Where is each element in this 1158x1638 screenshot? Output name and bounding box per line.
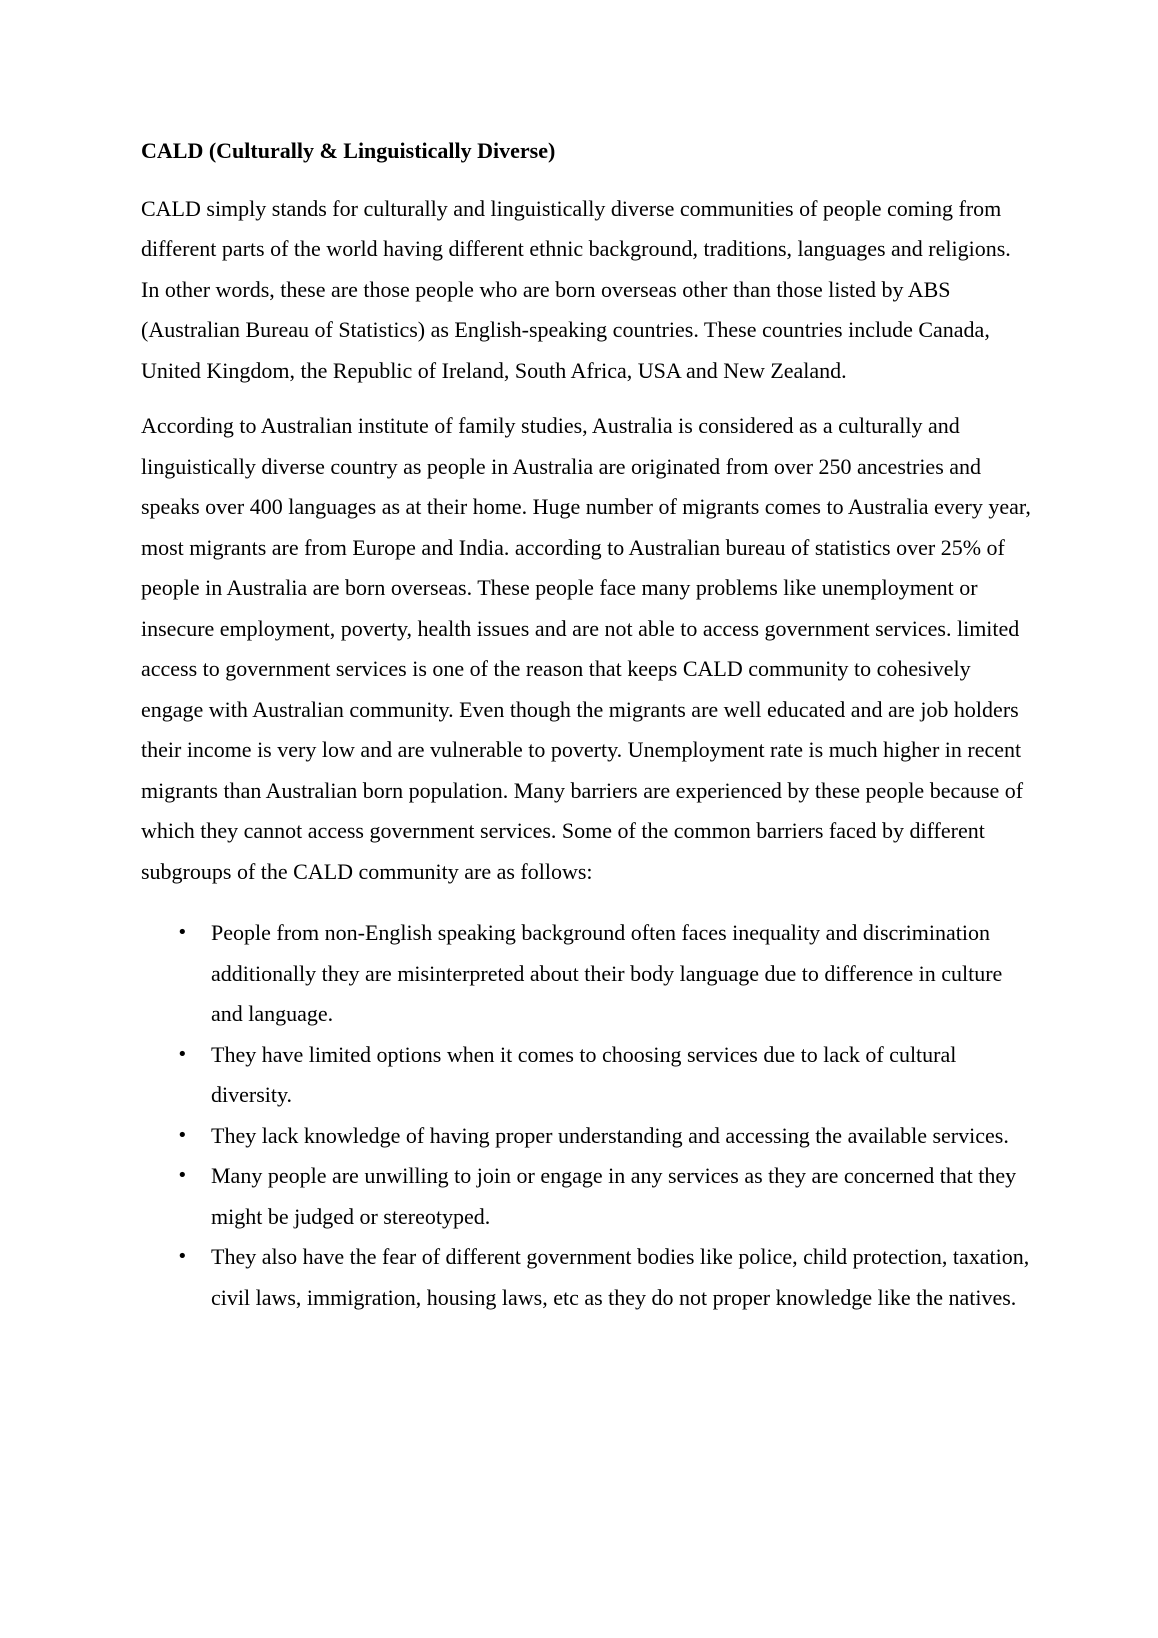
list-item-text: They have limited options when it comes to choosing services due to lack of cultural diversity. — [211, 1041, 957, 1107]
bullet-icon: • — [177, 922, 188, 943]
list-item — [141, 1116, 1031, 1157]
paragraph-cald-definition: CALD simply stands for culturally and linguistically diverse communities of people coming from different parts of the world having different ethnic background, traditions, languages and religions. In other words, these are those people who are born overseas other than those listed by ABS (Australian Bureau of Statistics) as English-speaking countries. These countries include Canada, United Kingdom, the Republic of Ireland, South Africa, USA and New Zealand. — [141, 195, 1011, 383]
list-item-text: Many people are unwilling to join or engage in any services as they are concerned that they might be judged or stereotyped. — [211, 1163, 1017, 1229]
barriers-list — [141, 913, 1031, 1318]
list-item — [141, 1237, 1031, 1318]
list-item — [141, 1035, 1031, 1116]
document-heading: CALD (Culturally & Linguistically Diverse) — [141, 138, 556, 163]
bullet-icon: • — [177, 1043, 188, 1065]
list-item-text: They lack knowledge of having proper understanding and accessing the available services. — [211, 1122, 1009, 1148]
list-item-text: They also have the fear of different government bodies like police, child protection, taxation, civil laws, immigration, housing laws, etc as they do not proper knowledge like the natives. — [211, 1244, 1030, 1310]
bullet-icon: • — [177, 1124, 188, 1146]
list-item — [141, 913, 1031, 1035]
list-item-text: People from non-English speaking background often faces inequality and discrimination additionally they are misinterpreted about their body language due to difference in culture and language. — [211, 920, 1003, 1026]
bullet-icon: • — [177, 1165, 188, 1186]
paragraph-cald-barriers: According to Australian institute of family studies, Australia is considered as a culturally and linguistically diverse country as people in Australia are originated from over 250 ancestries and speaks over 400 languages as at their home. Huge number of migrants comes to Australia every year, most migrants are from Europe and India. according to Australian bureau of statistics over 25% of people in Australia are born overseas. These people face many problems like unemployment or insecure employment, poverty, health issues and are not able to access government services. limited access to government services is one of the reason that keeps CALD community to cohesively engage with Australian community. Even though the migrants are well educated and are job holders their income is very low and are vulnerable to poverty. Unemployment rate is much higher in recent migrants than Australian born population. Many barriers are experienced by these people because of which they cannot access government services. Some of the common barriers faced by different subgroups of the CALD community are as follows: — [141, 413, 1031, 884]
list-item — [141, 1156, 1031, 1237]
document-body — [141, 131, 1031, 1318]
bullet-icon: • — [177, 1246, 188, 1267]
